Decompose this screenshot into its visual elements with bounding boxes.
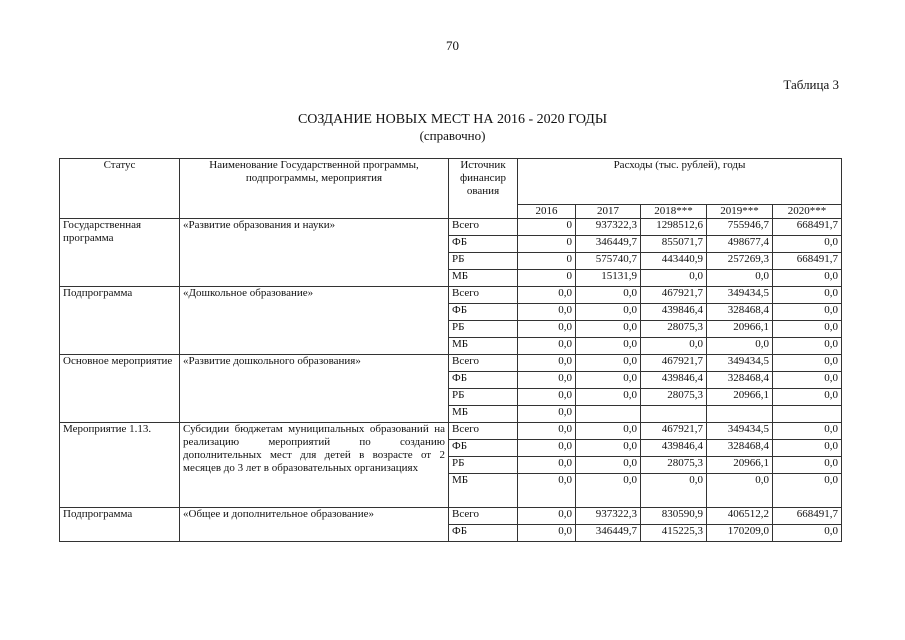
value-cell: 0,0: [773, 338, 842, 355]
header-expenses: Расходы (тыс. рублей), годы: [518, 159, 842, 205]
value-cell: 0,0: [518, 508, 576, 525]
value-cell: 328468,4: [707, 372, 773, 389]
value-cell: 0,0: [773, 525, 842, 542]
value-cell: 0,0: [773, 474, 842, 508]
value-cell: 439846,4: [641, 304, 707, 321]
table-body: [60, 219, 842, 542]
value-cell: 498677,4: [707, 236, 773, 253]
value-cell: 28075,3: [641, 389, 707, 406]
source-cell: ФБ: [449, 525, 518, 542]
value-cell: 0,0: [518, 423, 576, 440]
program-name-cell: «Общее и дополнительное образование»: [180, 508, 449, 542]
source-cell: МБ: [449, 474, 518, 508]
value-cell: 0,0: [518, 525, 576, 542]
source-cell: Всего: [449, 508, 518, 525]
value-cell: 0,0: [773, 287, 842, 304]
value-cell: 0,0: [773, 423, 842, 440]
value-cell: 0,0: [518, 406, 576, 423]
value-cell: [707, 406, 773, 423]
value-cell: 0,0: [707, 270, 773, 287]
header-source: Источник финансир ования: [449, 159, 518, 219]
value-cell: 0,0: [576, 321, 641, 338]
value-cell: 257269,3: [707, 253, 773, 270]
value-cell: 15131,9: [576, 270, 641, 287]
value-cell: 668491,7: [773, 253, 842, 270]
header-year: 2019***: [707, 205, 773, 219]
value-cell: 346449,7: [576, 236, 641, 253]
value-cell: 830590,9: [641, 508, 707, 525]
value-cell: 0,0: [773, 304, 842, 321]
value-cell: 755946,7: [707, 219, 773, 236]
table-row: [60, 287, 842, 304]
source-cell: ФБ: [449, 372, 518, 389]
header-year: 2016: [518, 205, 576, 219]
value-cell: 328468,4: [707, 440, 773, 457]
value-cell: 439846,4: [641, 440, 707, 457]
source-cell: МБ: [449, 406, 518, 423]
value-cell: 28075,3: [641, 321, 707, 338]
value-cell: 0,0: [518, 440, 576, 457]
header-year: 2018***: [641, 205, 707, 219]
source-cell: ФБ: [449, 440, 518, 457]
value-cell: 170209,0: [707, 525, 773, 542]
value-cell: 0,0: [518, 474, 576, 508]
value-cell: [576, 406, 641, 423]
value-cell: 937322,3: [576, 508, 641, 525]
value-cell: 0,0: [576, 474, 641, 508]
value-cell: 0,0: [518, 355, 576, 372]
source-cell: ФБ: [449, 304, 518, 321]
header-year: 2017: [576, 205, 641, 219]
value-cell: 1298512,6: [641, 219, 707, 236]
value-cell: 0,0: [773, 457, 842, 474]
header-year: 2020***: [773, 205, 842, 219]
value-cell: 0,0: [518, 338, 576, 355]
page-number: 70: [446, 38, 459, 53]
value-cell: 0,0: [518, 304, 576, 321]
status-cell: Основное мероприятие: [60, 355, 180, 423]
value-cell: 0,0: [641, 474, 707, 508]
value-cell: 0,0: [773, 372, 842, 389]
source-cell: Всего: [449, 219, 518, 236]
value-cell: 20966,1: [707, 457, 773, 474]
value-cell: 0,0: [707, 474, 773, 508]
value-cell: 349434,5: [707, 287, 773, 304]
program-name-cell: «Дошкольное образование»: [180, 287, 449, 355]
value-cell: 346449,7: [576, 525, 641, 542]
source-cell: МБ: [449, 270, 518, 287]
value-cell: 439846,4: [641, 372, 707, 389]
value-cell: 937322,3: [576, 219, 641, 236]
status-cell: Подпрограмма: [60, 508, 180, 542]
document-subtitle: (справочно): [419, 128, 486, 143]
value-cell: 406512,2: [707, 508, 773, 525]
value-cell: 0,0: [518, 287, 576, 304]
value-cell: 0,0: [641, 270, 707, 287]
value-cell: 0: [518, 270, 576, 287]
value-cell: 0,0: [518, 372, 576, 389]
value-cell: 0,0: [773, 355, 842, 372]
source-cell: Всего: [449, 355, 518, 372]
value-cell: 0,0: [518, 321, 576, 338]
source-cell: МБ: [449, 338, 518, 355]
value-cell: 349434,5: [707, 355, 773, 372]
value-cell: 0: [518, 236, 576, 253]
value-cell: [641, 406, 707, 423]
program-name-cell: «Развитие образования и науки»: [180, 219, 449, 287]
value-cell: 28075,3: [641, 457, 707, 474]
value-cell: 668491,7: [773, 219, 842, 236]
value-cell: 467921,7: [641, 287, 707, 304]
value-cell: 0,0: [773, 389, 842, 406]
value-cell: 0,0: [576, 457, 641, 474]
table-label: Таблица 3: [783, 77, 839, 92]
source-cell: РБ: [449, 253, 518, 270]
value-cell: 0,0: [773, 440, 842, 457]
table-row: [60, 508, 842, 525]
value-cell: 0,0: [707, 338, 773, 355]
value-cell: 0: [518, 253, 576, 270]
value-cell: 0,0: [576, 372, 641, 389]
document-title: СОЗДАНИЕ НОВЫХ МЕСТ НА 2016 - 2020 ГОДЫ: [297, 112, 608, 127]
value-cell: 0,0: [576, 338, 641, 355]
header-status: Статус: [60, 159, 180, 219]
value-cell: 467921,7: [641, 423, 707, 440]
value-cell: 0,0: [773, 236, 842, 253]
value-cell: [773, 406, 842, 423]
program-name-cell: «Развитие дошкольного образования»: [180, 355, 449, 423]
value-cell: 20966,1: [707, 321, 773, 338]
value-cell: 415225,3: [641, 525, 707, 542]
value-cell: 328468,4: [707, 304, 773, 321]
status-cell: Мероприятие 1.13.: [60, 423, 180, 508]
value-cell: 0,0: [576, 389, 641, 406]
value-cell: 349434,5: [707, 423, 773, 440]
source-cell: РБ: [449, 321, 518, 338]
value-cell: 0,0: [773, 270, 842, 287]
header-name: Наименование Государственной программы, подпрограммы, мероприятия: [180, 159, 449, 219]
value-cell: 668491,7: [773, 508, 842, 525]
source-cell: РБ: [449, 389, 518, 406]
value-cell: 575740,7: [576, 253, 641, 270]
table-row: [60, 423, 842, 440]
value-cell: 0,0: [773, 321, 842, 338]
source-cell: Всего: [449, 423, 518, 440]
value-cell: 0,0: [518, 457, 576, 474]
table-row: [60, 355, 842, 372]
value-cell: 0,0: [576, 423, 641, 440]
value-cell: 443440,9: [641, 253, 707, 270]
value-cell: 0: [518, 219, 576, 236]
status-cell: Подпрограмма: [60, 287, 180, 355]
expenses-table: [59, 158, 842, 542]
value-cell: 0,0: [641, 338, 707, 355]
source-cell: РБ: [449, 457, 518, 474]
value-cell: 0,0: [576, 304, 641, 321]
source-cell: Всего: [449, 287, 518, 304]
program-name-cell: Субсидии бюджетам муниципальных образований на реализацию мероприятий по созданию дополнительных мест для детей в возрасте от 2 месяцев до 3 лет в образовательных организациях: [180, 423, 449, 508]
status-cell: Государственная программа: [60, 219, 180, 287]
value-cell: 20966,1: [707, 389, 773, 406]
value-cell: 0,0: [576, 355, 641, 372]
value-cell: 855071,7: [641, 236, 707, 253]
value-cell: 0,0: [518, 389, 576, 406]
source-cell: ФБ: [449, 236, 518, 253]
value-cell: 467921,7: [641, 355, 707, 372]
table-row: [60, 219, 842, 236]
value-cell: 0,0: [576, 287, 641, 304]
value-cell: 0,0: [576, 440, 641, 457]
